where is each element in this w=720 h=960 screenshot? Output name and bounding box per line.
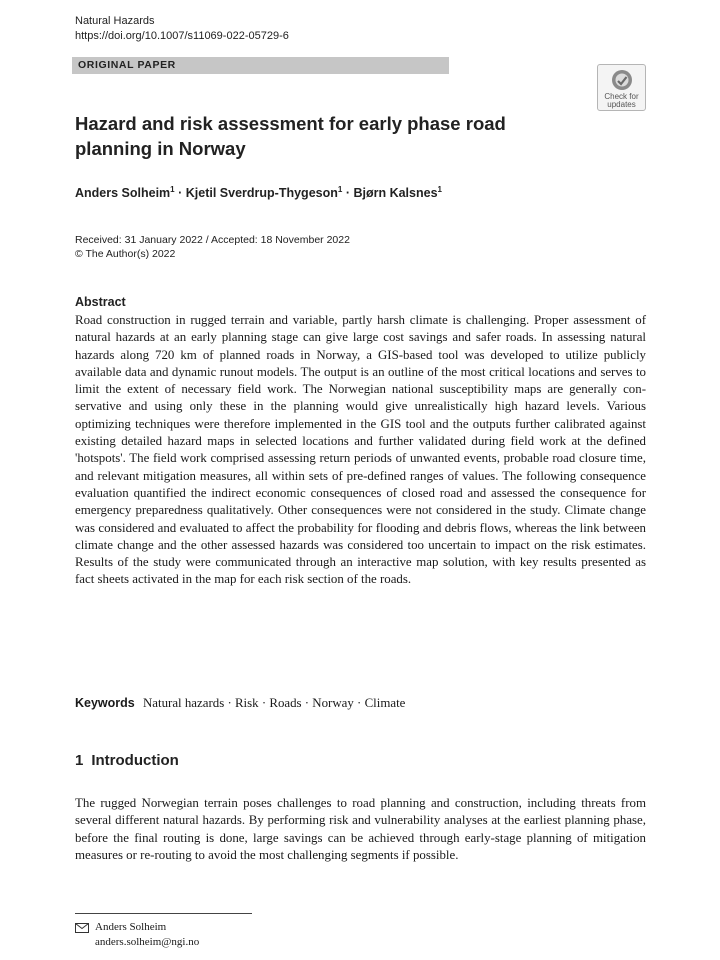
received-accepted-dates: Received: 31 January 2022 / Accepted: 18 November 2022 xyxy=(75,234,350,246)
publication-dates xyxy=(75,233,350,261)
keywords-list: Natural hazards · Risk · Roads · Norway · Climate xyxy=(142,696,406,710)
copyright-notice: © The Author(s) 2022 xyxy=(75,248,176,260)
paper-title: Hazard and risk assessment for early phase road planning in Norway xyxy=(75,113,506,159)
corresponding-author xyxy=(75,920,199,950)
author-list xyxy=(75,185,442,200)
author-affiliation: 1 xyxy=(337,185,343,194)
author-separator: · xyxy=(178,186,183,200)
author-affiliation: 1 xyxy=(170,185,175,194)
corresponding-author-name: Anders Solheim xyxy=(95,921,167,933)
keywords-label: Keywords xyxy=(75,696,135,710)
author-separator: · xyxy=(345,186,350,200)
introduction-text: The rugged Norwegian terrain poses challenges to road planning and construction, including threats from several different natural hazards. By performing risk and vulnerability analyses at the earliest planning phase, before the final routing is done, large savings can be achieved through early-stage planning of mitigation measures or re-routing to avoid the most challenging segments if possible. xyxy=(75,796,646,862)
section-title: Introduction xyxy=(91,752,179,769)
journal-name: Natural Hazards xyxy=(75,15,155,27)
author-affiliation: 1 xyxy=(437,185,442,194)
abstract-text: Road construction in rugged terrain and variable, partly harsh climate is challenging. Proper assessment of natural hazards at an early planning stage can give large cost savings and safer roads. In assessing natural hazards along 720 km of planned roads in Norway, a GIS-based tool was developed to utilize publicly available data and dynamic runout models. The output is an outline of the most critical locations and serves to limit the extent of necessary field work. The Norwegian national susceptibility maps are generally conservative and using only these in the planning would give unrealistically high hazard levels. Various optimizing techniques were therefore implemented in the GIS tool and the outputs further calibrated against existing detailed hazard maps in selected locations and further validated during field work at the defined 'hotspots'. The field work comprised assessing return periods of unwanted events, probable road closure time, and relevant mitigation measures, all within sets of pre-defined ranges of values. The following consequence evaluation quantified the indirect economic consequences of closed road and assessed the consequence for emergency preparedness qualitatively. Other consequences were not considered in the study. Climate change was considered and evaluated to affect the probability for flooding and debris flows, whereas the link between climate change and the other assessed hazards was considered too uncertain to impact on the risk estimates. Results of the study were communicated through an interactive map solution, with key results presented as fact sheets activated in the map for each risk section of the roads. xyxy=(75,313,646,587)
section-number: 1 xyxy=(75,752,84,769)
keywords-line xyxy=(75,696,405,711)
envelope-icon xyxy=(75,923,89,933)
corresponding-author-email[interactable]: anders.solheim@ngi.no xyxy=(95,936,200,948)
check-updates-icon xyxy=(611,69,633,91)
footnote-divider xyxy=(75,913,252,914)
check-badge-line2: updates xyxy=(607,100,636,109)
abstract-heading: Abstract xyxy=(75,295,126,309)
author-name[interactable]: Bjørn Kalsnes xyxy=(353,186,438,200)
check-badge-line1: Check for xyxy=(604,92,639,101)
article-type-bar: ORIGINAL PAPER xyxy=(72,57,449,74)
author-name[interactable]: Anders Solheim xyxy=(75,186,171,200)
author-name[interactable]: Kjetil Sverdrup-Thygeson xyxy=(185,186,338,200)
doi-link[interactable]: https://doi.org/10.1007/s11069-022-05729-6 xyxy=(75,30,289,42)
journal-header xyxy=(75,14,289,44)
check-for-updates-badge[interactable] xyxy=(597,64,646,111)
section-heading-introduction xyxy=(75,752,179,769)
